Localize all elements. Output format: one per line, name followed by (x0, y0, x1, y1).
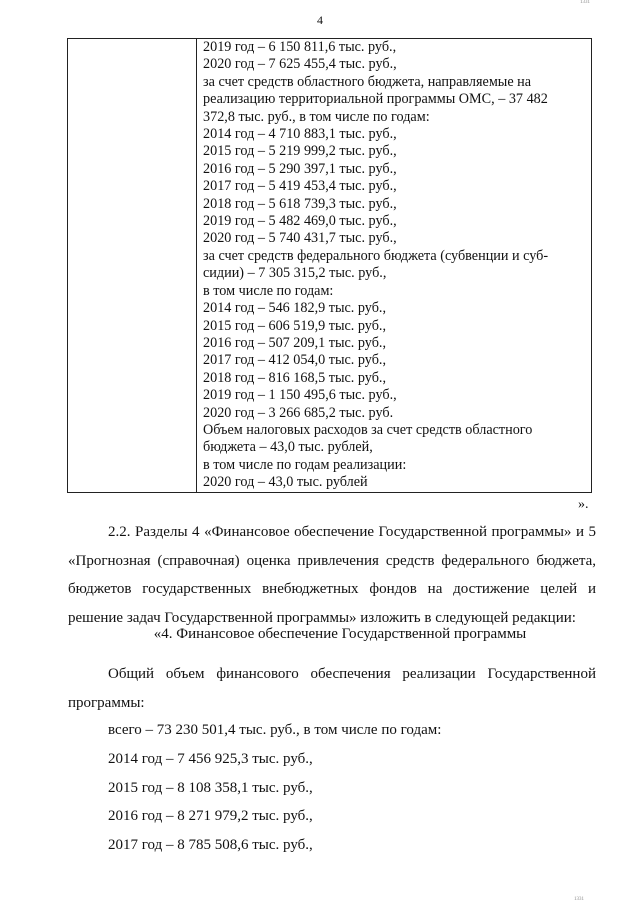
funding-line: 2015 год – 8 108 358,1 тыс. руб., (108, 779, 313, 796)
corner-mark-top: 1331 (580, 0, 590, 5)
table-left-cell (68, 39, 197, 493)
table-line: 2020 год – 3 266 685,2 тыс. руб. (203, 404, 394, 421)
funding-line: 2016 год – 8 271 979,2 тыс. руб., (108, 808, 313, 825)
table-line: 372,8 тыс. руб., в том числе по годам: (203, 108, 430, 125)
section-heading: «4. Финансовое обеспечение Государственной программы (153, 626, 527, 642)
table-line: 2017 год – 412 054,0 тыс. руб., (203, 352, 387, 369)
funding-line: 2014 год – 7 456 925,3 тыс. руб., (108, 750, 313, 767)
table-line: за счет средств федерального бюджета (субвенции и суб- (203, 247, 549, 264)
table-line: 2017 год – 5 419 453,4 тыс. руб., (203, 178, 397, 195)
table-line: 2018 год – 5 618 739,3 тыс. руб., (203, 195, 397, 212)
table-line: 2018 год – 816 168,5 тыс. руб., (203, 369, 387, 386)
table-right-cell (197, 39, 592, 493)
table-line: сидии) – 7 305 315,2 тыс. руб., (203, 265, 387, 282)
table-line: 2014 год – 4 710 883,1 тыс. руб., (203, 126, 397, 143)
funding-list (108, 716, 588, 860)
table-line: Объем налоговых расходов за счет средств областного (203, 421, 533, 438)
funding-line: 2017 год – 8 785 508,6 тыс. руб., (108, 837, 313, 854)
table-line: реализацию территориальной программы ОМС, – 37 482 (203, 91, 548, 108)
corner-mark-bottom: 1331 (574, 897, 584, 902)
table-line: 2019 год – 6 150 811,6 тыс. руб., (203, 39, 397, 55)
table-row (68, 39, 592, 493)
table-line: 2014 год – 546 182,9 тыс. руб., (203, 300, 387, 317)
table-line: 2019 год – 5 482 469,0 тыс. руб., (203, 213, 397, 230)
intro-paragraph: Общий объем финансового обеспечения реализации Государственной программы: (68, 666, 596, 711)
table-line: бюджета – 43,0 тыс. рублей, (203, 439, 373, 456)
table-line: в том числе по годам: (203, 282, 334, 299)
closing-quote: ». (578, 497, 589, 512)
table-line: 2020 год – 43,0 тыс. рублей (203, 474, 368, 491)
page-number: 4 (317, 13, 323, 27)
table-line: 2019 год – 1 150 495,6 тыс. руб., (203, 387, 397, 404)
table-line: за счет средств областного бюджета, направляемые на (203, 73, 532, 90)
table-line: 2020 год – 7 625 455,4 тыс. руб., (203, 56, 397, 73)
table-line: 2015 год – 606 519,9 тыс. руб., (203, 317, 387, 334)
table-line: 2015 год – 5 219 999,2 тыс. руб., (203, 143, 397, 160)
table-line: в том числе по годам реализации: (203, 456, 407, 473)
table-line: 2016 год – 5 290 397,1 тыс. руб., (203, 160, 397, 177)
table-line: 2020 год – 5 740 431,7 тыс. руб., (203, 230, 397, 247)
table-line: 2016 год – 507 209,1 тыс. руб., (203, 334, 387, 351)
program-table (67, 38, 592, 493)
amendment-paragraph: 2.2. Разделы 4 «Финансовое обеспечение Государственной программы» и 5 «Прогнозная (справочная) оценка привлечения средств федерального бюджета, бюджетов государственных внебюджетных фондов на достижение целей и решение задач Государственной программы» изложить в следующей редакции: (68, 524, 596, 626)
funding-line: всего – 73 230 501,4 тыс. руб., в том числе по годам: (108, 722, 442, 738)
